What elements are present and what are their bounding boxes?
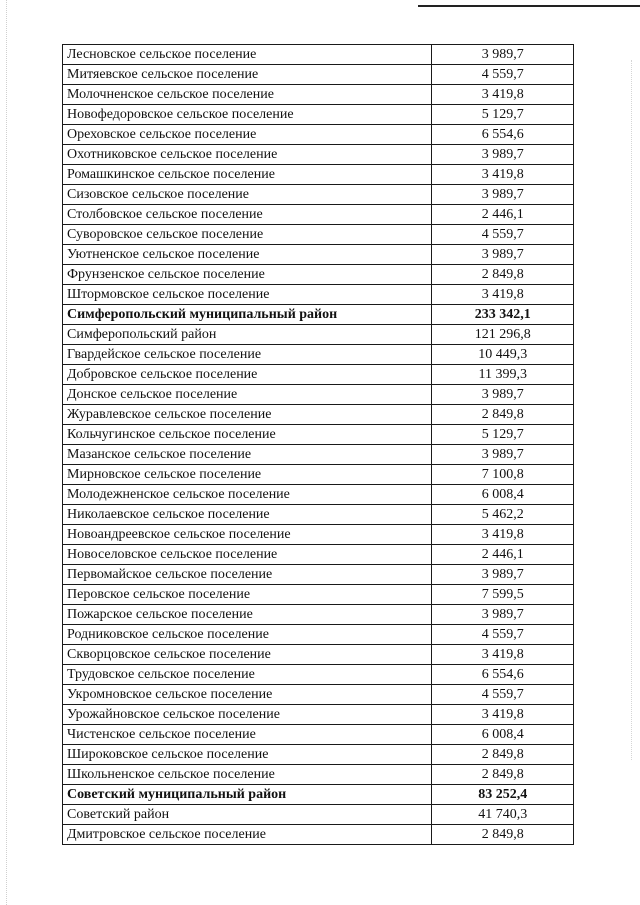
row-value: 2 849,8: [432, 265, 574, 285]
table-row: [63, 645, 574, 665]
table-row: [63, 405, 574, 425]
row-value: 4 559,7: [432, 65, 574, 85]
row-value: 3 989,7: [432, 565, 574, 585]
row-value: 10 449,3: [432, 345, 574, 365]
row-value: 2 849,8: [432, 745, 574, 765]
row-name: Лесновское сельское поселение: [63, 45, 432, 65]
row-value: 2 446,1: [432, 545, 574, 565]
table-row: [63, 765, 574, 785]
row-name: Гвардейское сельское поселение: [63, 345, 432, 365]
row-value: 3 989,7: [432, 45, 574, 65]
table-row: [63, 685, 574, 705]
scan-edge-left: [6, 0, 7, 905]
table-row: [63, 225, 574, 245]
table-row: [63, 545, 574, 565]
row-name: Донское сельское поселение: [63, 385, 432, 405]
table-row: [63, 125, 574, 145]
row-name: Трудовское сельское поселение: [63, 665, 432, 685]
row-name: Урожайновское сельское поселение: [63, 705, 432, 725]
row-name: Широковское сельское поселение: [63, 745, 432, 765]
table-row: [63, 725, 574, 745]
row-value: 4 559,7: [432, 685, 574, 705]
row-name: Журавлевское сельское поселение: [63, 405, 432, 425]
row-name: Симферопольский район: [63, 325, 432, 345]
table-row: [63, 325, 574, 345]
row-name: Новоселовское сельское поселение: [63, 545, 432, 565]
row-name: Уютненское сельское поселение: [63, 245, 432, 265]
row-value: 121 296,8: [432, 325, 574, 345]
table-row: [63, 665, 574, 685]
row-value: 3 989,7: [432, 605, 574, 625]
row-name: Новоандреевское сельское поселение: [63, 525, 432, 545]
row-value: 5 129,7: [432, 105, 574, 125]
table-row: [63, 585, 574, 605]
row-value: 83 252,4: [432, 785, 574, 805]
budget-table: [62, 44, 574, 845]
table-row: [63, 345, 574, 365]
table-row: [63, 185, 574, 205]
row-value: 233 342,1: [432, 305, 574, 325]
table-row: [63, 425, 574, 445]
table-row: [63, 825, 574, 845]
row-name: Митяевское сельское поселение: [63, 65, 432, 85]
table-row: [63, 385, 574, 405]
table-row: [63, 165, 574, 185]
row-value: 3 989,7: [432, 185, 574, 205]
row-value: 6 008,4: [432, 485, 574, 505]
row-value: 41 740,3: [432, 805, 574, 825]
row-value: 3 989,7: [432, 245, 574, 265]
row-name: Советский район: [63, 805, 432, 825]
row-name: Николаевское сельское поселение: [63, 505, 432, 525]
row-name: Пожарское сельское поселение: [63, 605, 432, 625]
table-row: [63, 625, 574, 645]
row-name: Чистенское сельское поселение: [63, 725, 432, 745]
row-name: Добровское сельское поселение: [63, 365, 432, 385]
row-value: 2 849,8: [432, 825, 574, 845]
row-value: 3 989,7: [432, 145, 574, 165]
row-value: 4 559,7: [432, 225, 574, 245]
row-value: 3 419,8: [432, 85, 574, 105]
table-row-district-total: [63, 305, 574, 325]
table-row: [63, 65, 574, 85]
row-value: 2 849,8: [432, 765, 574, 785]
table-row: [63, 85, 574, 105]
row-value: 3 419,8: [432, 525, 574, 545]
row-name: Первомайское сельское поселение: [63, 565, 432, 585]
row-value: 2 849,8: [432, 405, 574, 425]
row-name: Молодежненское сельское поселение: [63, 485, 432, 505]
table-row: [63, 445, 574, 465]
row-value: 3 989,7: [432, 385, 574, 405]
row-name: Перовское сельское поселение: [63, 585, 432, 605]
row-value: 4 559,7: [432, 625, 574, 645]
row-name: Суворовское сельское поселение: [63, 225, 432, 245]
row-name: Укромновское сельское поселение: [63, 685, 432, 705]
row-value: 3 419,8: [432, 285, 574, 305]
header-rule: [418, 5, 640, 7]
row-name: Охотниковское сельское поселение: [63, 145, 432, 165]
table-row: [63, 285, 574, 305]
row-value: 3 419,8: [432, 705, 574, 725]
table-row: [63, 205, 574, 225]
table-row: [63, 365, 574, 385]
row-name: Кольчугинское сельское поселение: [63, 425, 432, 445]
row-name: Родниковское сельское поселение: [63, 625, 432, 645]
row-value: 11 399,3: [432, 365, 574, 385]
row-value: 5 129,7: [432, 425, 574, 445]
row-name: Школьненское сельское поселение: [63, 765, 432, 785]
row-name: Молочненское сельское поселение: [63, 85, 432, 105]
row-name: Советский муниципальный район: [63, 785, 432, 805]
table-row: [63, 245, 574, 265]
table-row: [63, 745, 574, 765]
scan-edge-right: [631, 60, 632, 760]
table-row: [63, 505, 574, 525]
budget-table-body: [63, 45, 574, 845]
row-value: 3 419,8: [432, 645, 574, 665]
table-row: [63, 105, 574, 125]
row-name: Сизовское сельское поселение: [63, 185, 432, 205]
table-row: [63, 465, 574, 485]
table-row-district-total: [63, 785, 574, 805]
row-value: 2 446,1: [432, 205, 574, 225]
row-name: Новофедоровское сельское поселение: [63, 105, 432, 125]
table-row: [63, 265, 574, 285]
row-name: Симферопольский муниципальный район: [63, 305, 432, 325]
table-row: [63, 605, 574, 625]
row-name: Дмитровское сельское поселение: [63, 825, 432, 845]
row-name: Мирновское сельское поселение: [63, 465, 432, 485]
row-name: Столбовское сельское поселение: [63, 205, 432, 225]
row-value: 7 100,8: [432, 465, 574, 485]
table-row: [63, 525, 574, 545]
row-value: 5 462,2: [432, 505, 574, 525]
row-name: Фрунзенское сельское поселение: [63, 265, 432, 285]
row-name: Скворцовское сельское поселение: [63, 645, 432, 665]
row-name: Мазанское сельское поселение: [63, 445, 432, 465]
table-row: [63, 145, 574, 165]
row-value: 7 599,5: [432, 585, 574, 605]
row-value: 6 554,6: [432, 125, 574, 145]
row-value: 6 554,6: [432, 665, 574, 685]
row-name: Ромашкинское сельское поселение: [63, 165, 432, 185]
table-row: [63, 805, 574, 825]
table-row: [63, 705, 574, 725]
row-value: 3 419,8: [432, 165, 574, 185]
row-name: Ореховское сельское поселение: [63, 125, 432, 145]
row-name: Штормовское сельское поселение: [63, 285, 432, 305]
table-row: [63, 45, 574, 65]
table-row: [63, 485, 574, 505]
row-value: 6 008,4: [432, 725, 574, 745]
table-row: [63, 565, 574, 585]
row-value: 3 989,7: [432, 445, 574, 465]
